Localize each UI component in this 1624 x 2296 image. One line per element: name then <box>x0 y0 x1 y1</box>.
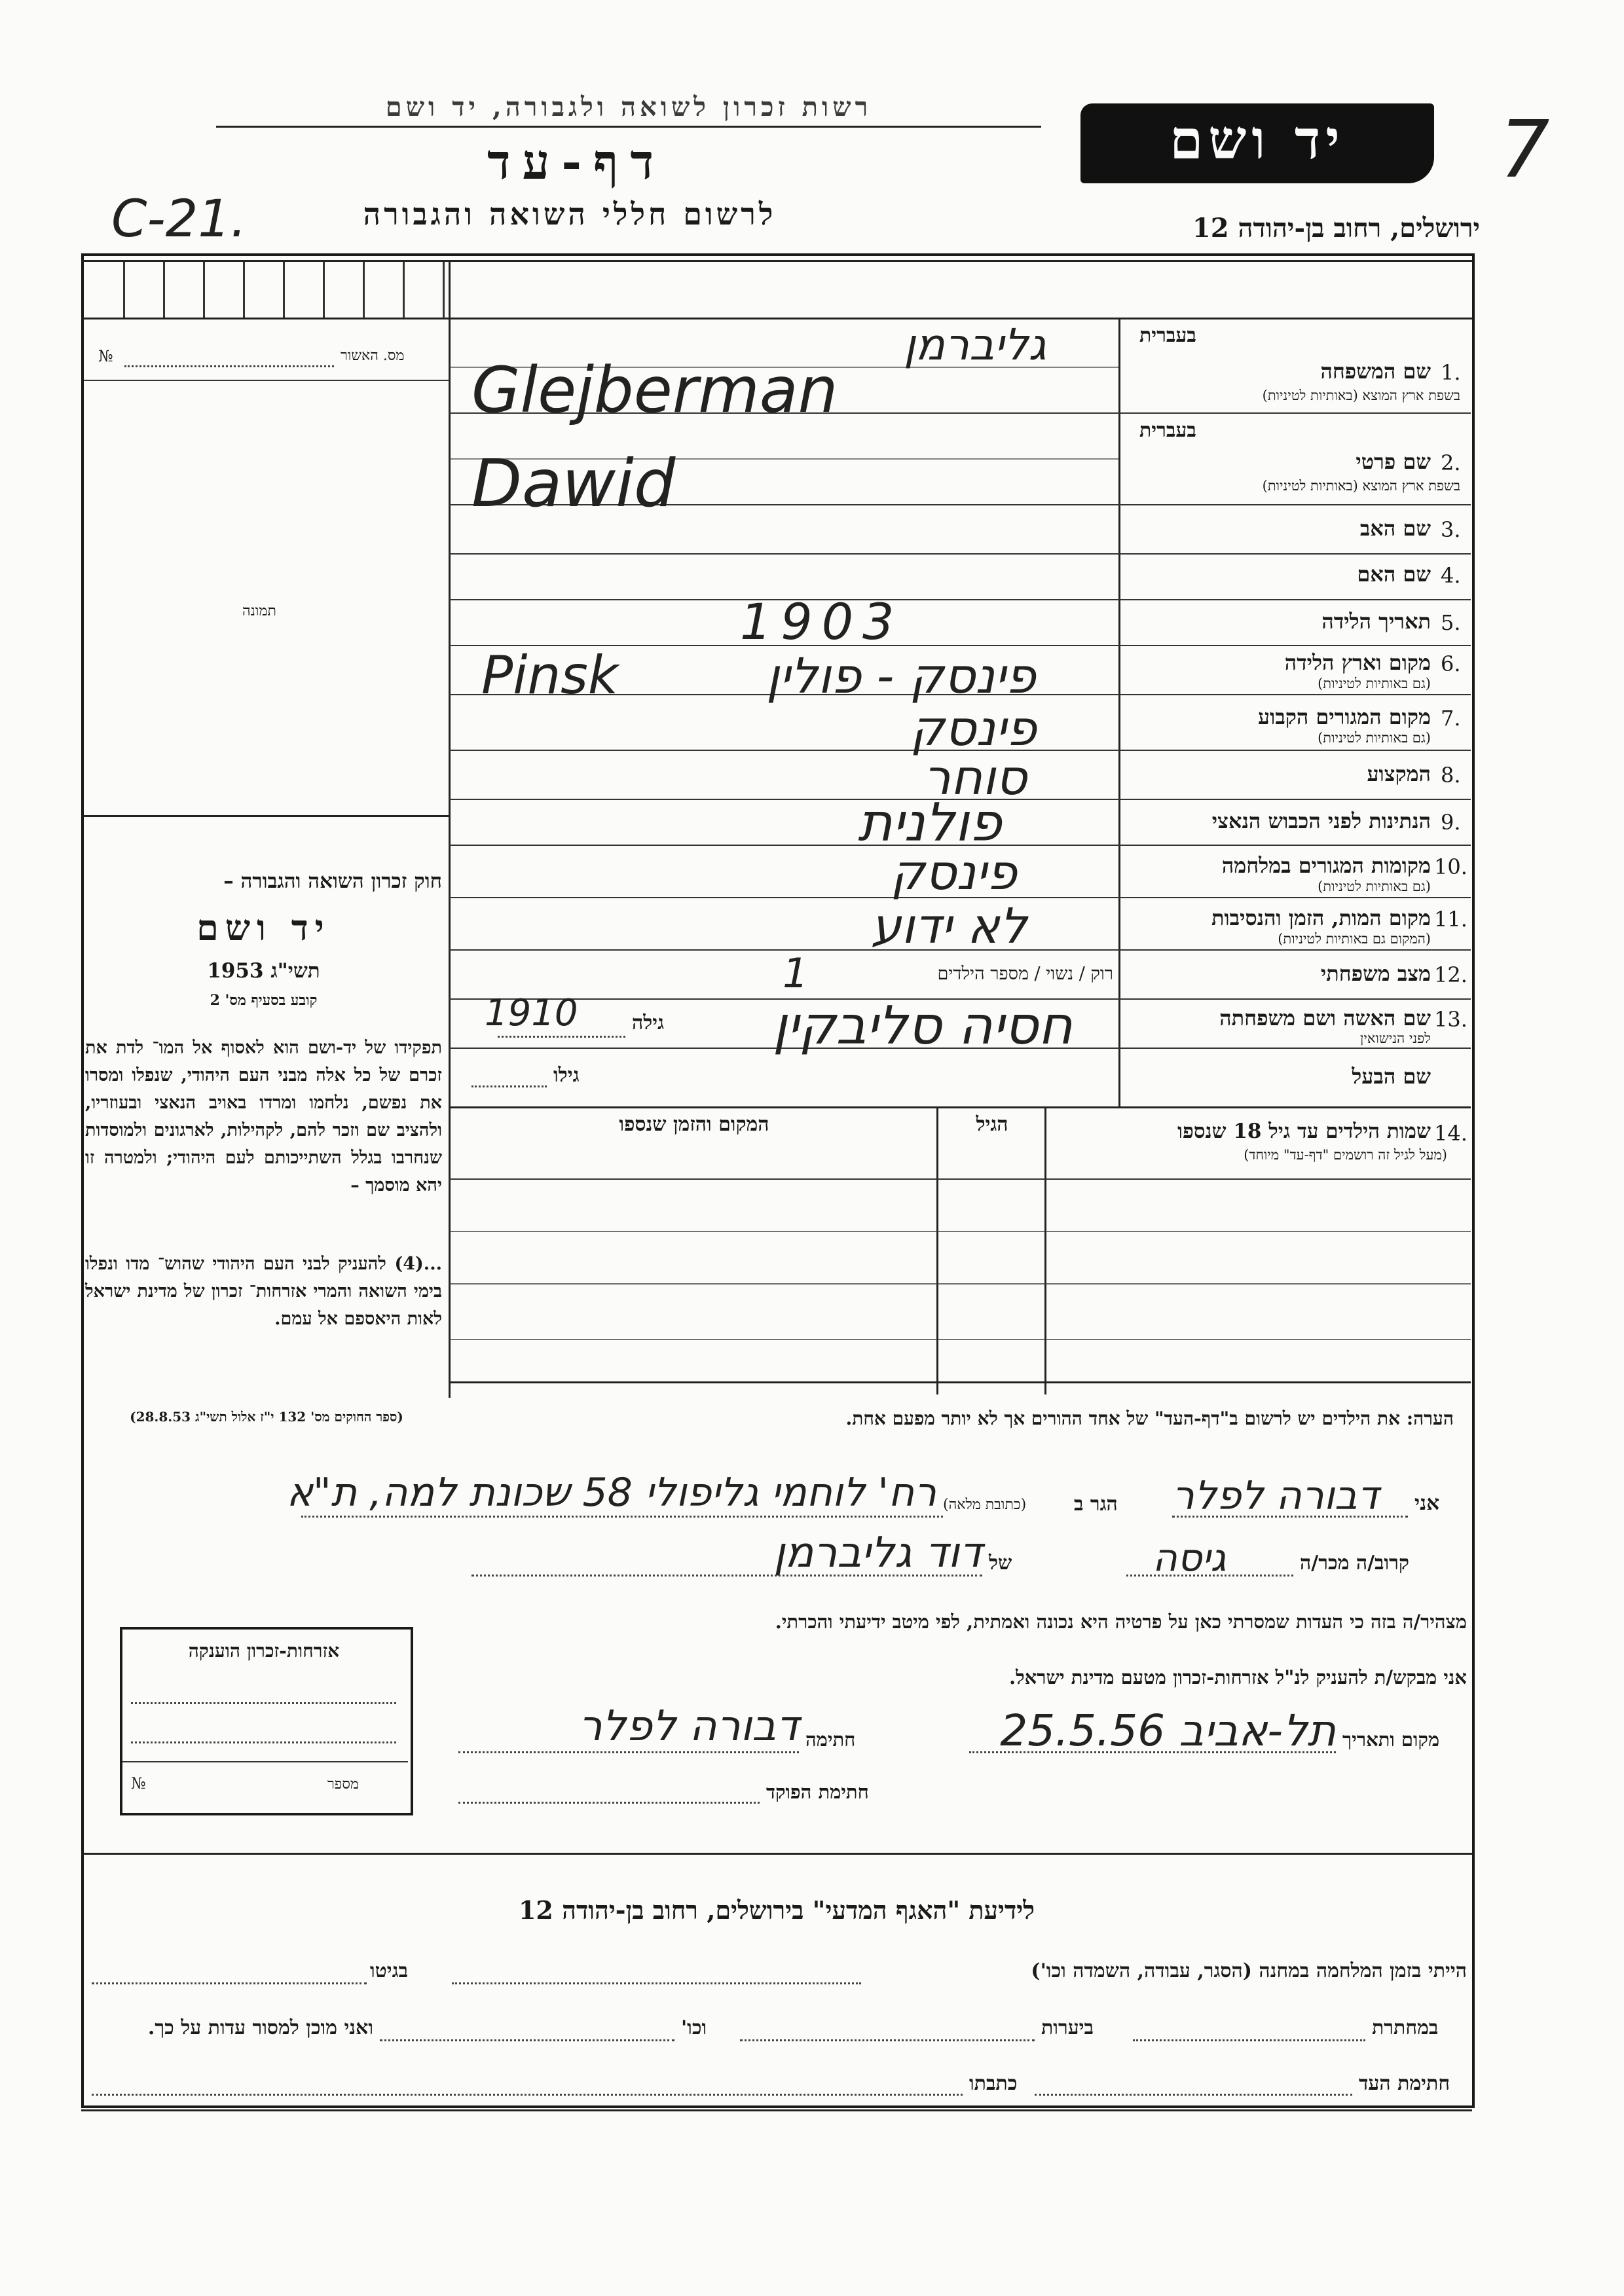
field-13-age-line <box>498 1036 625 1038</box>
decl-i-label: אני <box>1414 1491 1440 1515</box>
footer-line2-a: במחתרת <box>1372 2016 1439 2039</box>
field-12-num: 12. <box>1434 962 1467 987</box>
photo-rule <box>84 815 449 817</box>
field-1-value-lat[interactable]: Glejberman <box>471 354 838 427</box>
citizenship-line-2[interactable] <box>131 1741 396 1743</box>
field-3-label: שם האב <box>1359 516 1431 541</box>
field-13-value[interactable]: חסיה סליבקין <box>773 995 1073 1056</box>
footer-line3-b: כתבתו <box>969 2072 1018 2095</box>
law-year: תשי"ג 1953 <box>207 959 320 983</box>
row-husband-rule <box>449 1106 1471 1108</box>
law-ref: (ספר החוקים מס' 132 י"ז אלול תשי"ג 28.8.53) <box>130 1409 403 1425</box>
children-note: הערה: את הילדים יש לרשום ב"דף-העד" של אחד ההורים אך לא יותר מפעם אחת. <box>845 1408 1454 1429</box>
field-11-sub: (המקום גם באותיות לטיניות) <box>1278 931 1431 947</box>
field-12-inline: רוק / נשוי / מספר הילדים <box>937 964 1113 984</box>
citizenship-title: אזרחות-זכרון הוענקה <box>188 1640 340 1662</box>
decl-statement: מצהיר/ה בזה כי העדות שמסרתי כאן על פרטיה היא נכונה ואמתית, לפי מיטב ידיעתי והכרתי. <box>775 1611 1467 1633</box>
field-1-value-heb[interactable]: גליברמן <box>904 319 1046 370</box>
footer-line3-field-b[interactable] <box>92 2094 963 2096</box>
footer-line2-b: ביערות <box>1041 2016 1094 2039</box>
field-9-value[interactable]: פולנית <box>858 792 1002 853</box>
approval-field[interactable] <box>124 365 334 367</box>
footer-line1-field-b[interactable] <box>92 1982 367 1984</box>
law-text-1: תפקידו של יד-ושם הוא לאסוף אל המו־ לדת את זכרם של כל אלה מבני העם היהודי, שנפלו ומסרו את נפשם, נלחמו ומרדו באויב הנאצי ובעוזריו, ולהציב שם וזכר להם, לקהילות, לארגונים ולמוסדות שנחרבו בגלל השתייכותם לעם היהודי; ולמטרה זו יהא מוסמך – <box>85 1038 442 1195</box>
decl-address-value[interactable]: רח' לוחמי גליפולי 58 שכונת למה, ת"א <box>286 1470 936 1516</box>
page-title: דף-עד <box>487 134 666 191</box>
field-11-num: 11. <box>1434 907 1467 932</box>
field-7-num: 7. <box>1441 706 1461 731</box>
children-num: 14. <box>1434 1121 1467 1146</box>
field-9-num: 9. <box>1441 810 1461 835</box>
husband-label: שם הבעל <box>1352 1064 1431 1089</box>
field-6-num: 6. <box>1441 651 1461 676</box>
children-sub: (מעל לגיל זה רושמים "דף-עד" מיוחד) <box>1244 1147 1447 1163</box>
field-4-label: שם האם <box>1357 562 1431 587</box>
children-col-age: הגיל <box>976 1113 1008 1136</box>
decl-address-hint: (כתובת מלאה) <box>943 1497 1027 1513</box>
field-10-sub: (גם באותיות לטיניות) <box>1318 879 1431 894</box>
field-5-value[interactable]: 1903 <box>740 592 904 651</box>
field-10-value[interactable]: פינסק <box>891 845 1017 901</box>
field-2-value-lat[interactable]: Dawid <box>471 445 676 522</box>
field-6-value-lat[interactable]: Pinsk <box>481 645 619 706</box>
field-11-label: מקום המות, הזמן והנסיבות <box>1211 905 1431 930</box>
decl-relation-line <box>1126 1575 1293 1576</box>
decl-residing-label: הגר ב <box>1074 1493 1118 1516</box>
row-4-rule <box>449 599 1471 600</box>
decl-signature-value[interactable]: דבורה לפלר <box>578 1702 799 1751</box>
field-5-num: 5. <box>1441 610 1461 635</box>
field-12-label: מצב משפחתי <box>1320 961 1431 986</box>
decl-place-date-label: מקום ותאריך <box>1342 1728 1440 1751</box>
field-4-num: 4. <box>1441 563 1461 588</box>
children-col-1 <box>1044 1106 1046 1394</box>
children-bottom-rule <box>449 1381 1471 1383</box>
decl-place-date-value[interactable]: תל-אביב 25.5.56 <box>1000 1705 1336 1756</box>
field-1-heb-tag: בעברית <box>1139 324 1196 347</box>
field-7-value[interactable]: פינסק <box>910 701 1037 757</box>
decl-request: אני מבקש/ת להעניק לנ"ל אזרחות-זכרון מטעם מדינת ישראל. <box>1008 1666 1467 1688</box>
law-name: יד ושם <box>196 907 331 949</box>
top-row-cells <box>85 262 452 318</box>
law-section: קובע בסעיף מס' 2 <box>210 992 318 1009</box>
decl-of-label: של <box>989 1552 1012 1575</box>
footer-line1-field-a[interactable] <box>452 1982 861 1984</box>
field-8-label: המקצוע <box>1367 761 1431 786</box>
law-text-2: ...(4) להעניק לבני העם היהודי שהוש־ מדו ונפלו בימי השואה והמרי אזרחות־ זכרון של מדינת ישראל לאות היאספם אל עמם. <box>85 1254 442 1329</box>
children-col-place: המקום והזמן שנספו <box>619 1113 769 1136</box>
husband-age-line[interactable] <box>471 1085 547 1087</box>
law-title: חוק זכרון השואה והגבורה – <box>223 869 442 893</box>
left-panel-divider <box>449 262 451 1398</box>
field-1-sub: בשפת ארץ המוצא (באותיות לטיניות) <box>1262 388 1460 403</box>
children-header-rule <box>449 1178 1471 1180</box>
children-label: שמות הילדים עד גיל 18 שנספו <box>1177 1120 1431 1143</box>
field-10-label: מקומות המגורים במלחמה <box>1221 853 1431 878</box>
approval-no: № <box>98 347 113 365</box>
page-subtitle: לרשום חללי השואה והגבורה <box>363 196 777 232</box>
decl-of-line <box>471 1575 982 1576</box>
decl-officer-label: חתימת הפוקד <box>766 1781 869 1803</box>
approval-label: מס. האשור <box>341 348 405 364</box>
field-13-num: 13. <box>1434 1007 1467 1032</box>
footer-line2-d: ואני מוכן למסור עדות על כך. <box>147 2016 373 2039</box>
citizenship-number-label: מספר <box>327 1776 359 1793</box>
citizenship-line-1[interactable] <box>131 1702 396 1704</box>
header-address: ירושלים, רחוב בן-יהודה 12 <box>1192 213 1480 244</box>
top-line: רשות זכרון לשואה ולגבורה, יד ושם <box>385 92 872 122</box>
footer-line3-a: חתימת העד <box>1359 2072 1450 2095</box>
decl-officer-line[interactable] <box>458 1802 760 1804</box>
corner-mark: 7 <box>1500 105 1550 196</box>
field-12-value[interactable]: 1 <box>783 949 809 997</box>
top-rule <box>216 126 1041 128</box>
footer-line1-a: הייתי בזמן המלחמה במחנה (הסגר, עבודה, השמדה וכו') <box>1031 1959 1467 1982</box>
field-6-sub: (גם באותיות לטיניות) <box>1318 676 1431 691</box>
citizenship-rule <box>122 1761 408 1762</box>
field-13-label: שם האשה ושם משפחתה <box>1219 1006 1431 1030</box>
footer-rule <box>81 1853 1472 1855</box>
bottom-double-rule <box>81 2109 1472 2111</box>
decl-address-line <box>301 1516 943 1518</box>
decl-signature-line <box>458 1751 799 1753</box>
top-row-bottom <box>81 318 1472 319</box>
children-col-2 <box>936 1106 938 1394</box>
decl-signature-label: חתימה <box>805 1728 856 1751</box>
children-row-rule-3 <box>449 1339 1471 1340</box>
footer-line2-field-a[interactable] <box>1133 2039 1365 2041</box>
field-1-label: שם המשפחה <box>1320 359 1431 384</box>
field-3-num: 3. <box>1441 517 1461 542</box>
footer-line1-b: בגיטו <box>370 1959 409 1982</box>
decl-of-value[interactable]: דוד גליברמן <box>773 1529 982 1577</box>
children-row-rule-1 <box>449 1231 1471 1232</box>
citizenship-number-sym: № <box>131 1774 146 1793</box>
photo-label: תמונה <box>242 603 276 619</box>
field-2-heb-tag: בעברית <box>1139 419 1196 442</box>
logo-text: יד ושם <box>1170 109 1345 172</box>
field-2-num: 2. <box>1441 450 1461 475</box>
decl-place-date-line <box>969 1751 1336 1753</box>
label-column-divider <box>1118 318 1120 1106</box>
footer-title: לידיעת "האגף המדעי" בירושלים, רחוב בן-יהודה 12 <box>518 1895 1035 1925</box>
footer-line2-field-c[interactable] <box>380 2039 674 2041</box>
footer-line2-field-b[interactable] <box>740 2039 1035 2041</box>
field-13-age-label: גילה <box>632 1011 665 1034</box>
children-row-rule-2 <box>449 1283 1471 1285</box>
field-10-num: 10. <box>1434 854 1467 879</box>
footer-line3-field-a[interactable] <box>1035 2094 1352 2096</box>
logo <box>1080 103 1434 183</box>
field-9-label: הנתינות לפני הכבוש הנאצי <box>1211 809 1431 833</box>
decl-relation-label: קרוב/ה מכר/ה <box>1300 1552 1409 1575</box>
decl-i-line <box>1172 1516 1408 1518</box>
field-7-label: מקום המגורים הקבוע <box>1258 704 1431 729</box>
husband-age-label: גילו <box>553 1064 580 1087</box>
field-6-value-heb[interactable]: פינסק - פולין <box>766 648 1036 704</box>
field-5-label: תאריך הלידה <box>1321 609 1431 634</box>
field-6-label: מקום וארץ הלידה <box>1284 650 1431 675</box>
approval-rule <box>84 380 449 381</box>
row-3-rule <box>449 553 1471 555</box>
field-8-value[interactable]: סוחר <box>923 750 1027 806</box>
field-1-num: 1. <box>1441 360 1461 385</box>
field-7-sub: (גם באותיות לטיניות) <box>1318 730 1431 746</box>
decl-i-value[interactable]: דבורה לפלר <box>1172 1473 1379 1519</box>
field-2-sub: בשפת ארץ המוצא (באותיות לטיניות) <box>1262 478 1460 494</box>
field-13-age-value[interactable]: 1910 <box>485 992 578 1034</box>
margin-note: C-21. <box>111 190 247 249</box>
field-8-num: 8. <box>1441 763 1461 788</box>
field-11-value[interactable]: לא ידוע <box>871 898 1027 955</box>
decl-relation-value[interactable]: גיסה <box>1153 1535 1227 1580</box>
field-13-sub: לפני הנישואין <box>1360 1030 1431 1046</box>
footer-line2-c: וכו' <box>681 2016 707 2039</box>
field-2-label: שם פרטי <box>1356 449 1431 474</box>
